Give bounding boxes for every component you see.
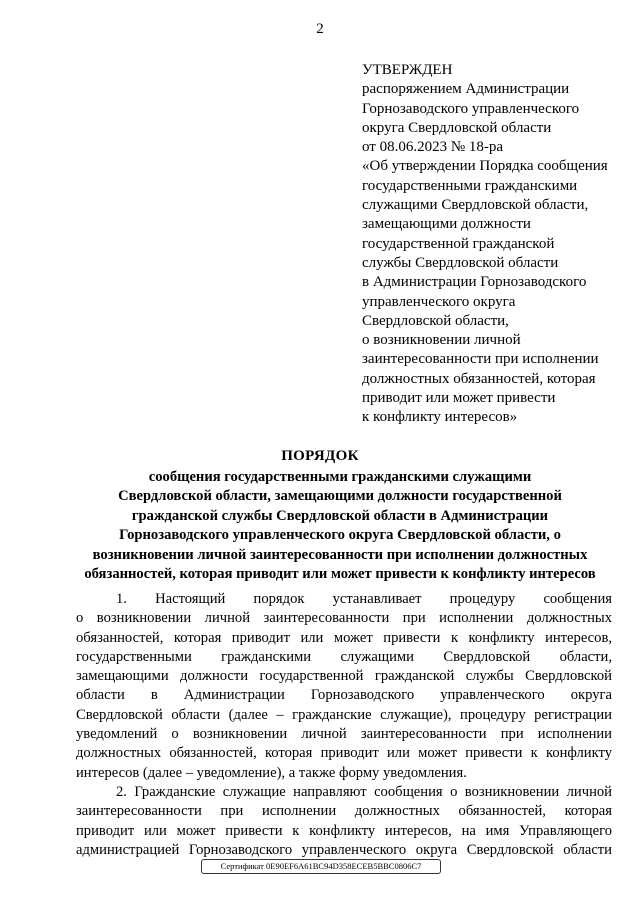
approval-line: к конфликту интересов» [362, 409, 518, 426]
approval-line: в Администрации Горнозаводского [362, 274, 587, 291]
paragraph-1-line: замещающими должности государственной гражданской службы Свердловской [76, 668, 612, 685]
approval-line: служащими Свердловской области, [362, 197, 589, 214]
subtitle-line: Горнозаводского управленческого округа Свердловской области, о [119, 527, 561, 544]
subtitle-line: обязанностей, которая приводит или может привести к конфликту интересов [84, 566, 596, 583]
paragraph-2-line: 2. Гражданские служащие направляют сообщения о возникновении личной [116, 783, 612, 800]
subtitle-line: Свердловской области, замещающими должности государственной [118, 488, 562, 505]
approval-line: «Об утверждении Порядка сообщения [362, 158, 608, 175]
subtitle-line: гражданской службы Свердловской области в Администрации [131, 507, 549, 524]
approval-block [362, 61, 622, 428]
paragraph-1-line: интересов (далее – уведомление), а также форму уведомления. [76, 764, 467, 781]
paragraph-1-line: уведомлений о возникновении личной заинтересованности при исполнении [76, 726, 612, 743]
paragraph-1-line: обязанностей, которая приводит или может привести к конфликту интересов, [76, 629, 612, 646]
approval-line: Горнозаводского управленческого [362, 100, 580, 117]
approval-line: заинтересованности при исполнении [362, 351, 599, 368]
approval-line: Свердловской области, [362, 312, 509, 329]
approval-line: замещающими должности [362, 216, 531, 233]
approval-line: управленческого округа [362, 293, 516, 310]
paragraph-1-line: 1. Настоящий порядок устанавливает процедуру сообщения [116, 591, 612, 607]
page-number: 2 [316, 21, 324, 37]
approval-line: службы Свердловской области [362, 254, 559, 271]
approval-line: распоряжением Администрации [362, 81, 570, 98]
paragraph-2-line: приводит или может привести к конфликту интересов, на имя Управляющего [76, 822, 612, 839]
approval-line: государственной гражданской [362, 235, 555, 252]
approval-line: о возникновении личной [362, 332, 521, 349]
document-title: ПОРЯДОК [281, 448, 359, 464]
approval-line: приводит или может привести [362, 390, 556, 407]
approval-line: УТВЕРЖДЕН [362, 62, 453, 78]
paragraph-1-line: о возникновении личной заинтересованности при исполнении должностных [76, 610, 612, 627]
approval-line: государственными гражданскими [362, 177, 578, 194]
paragraph-1-line: Свердловской области (далее – гражданские служащие), процедуру регистрации [76, 706, 612, 723]
paragraph-1-line: государственными гражданскими служащими Свердловской области, [76, 648, 612, 665]
paragraph-1-line: должностных обязанностей, которая приводит или может привести к конфликту [76, 745, 612, 762]
paragraph-2-line: администрацией Горнозаводского управленческого округа Свердловской области [76, 841, 612, 858]
subtitle-line: возникновении личной заинтересованности при исполнении должностных [92, 546, 588, 563]
paragraph-2-line: заинтересованности при исполнении должностных обязанностей, которая [76, 803, 612, 820]
certificate-stamp: Сертификат 0E90EF6A61BC94D358ECEB5BBC0806C7 [201, 859, 441, 874]
document-body [76, 590, 612, 860]
approval-line: должностных обязанностей, которая [362, 370, 596, 387]
paragraph-1-line: области в Администрации Горнозаводского управленческого округа [76, 687, 612, 704]
approval-line: округа Свердловской области [362, 119, 552, 136]
subtitle-line: сообщения государственными гражданскими служащими [148, 469, 532, 485]
approval-line: от 08.06.2023 № 18-ра [362, 139, 504, 156]
document-subtitle [70, 468, 610, 584]
